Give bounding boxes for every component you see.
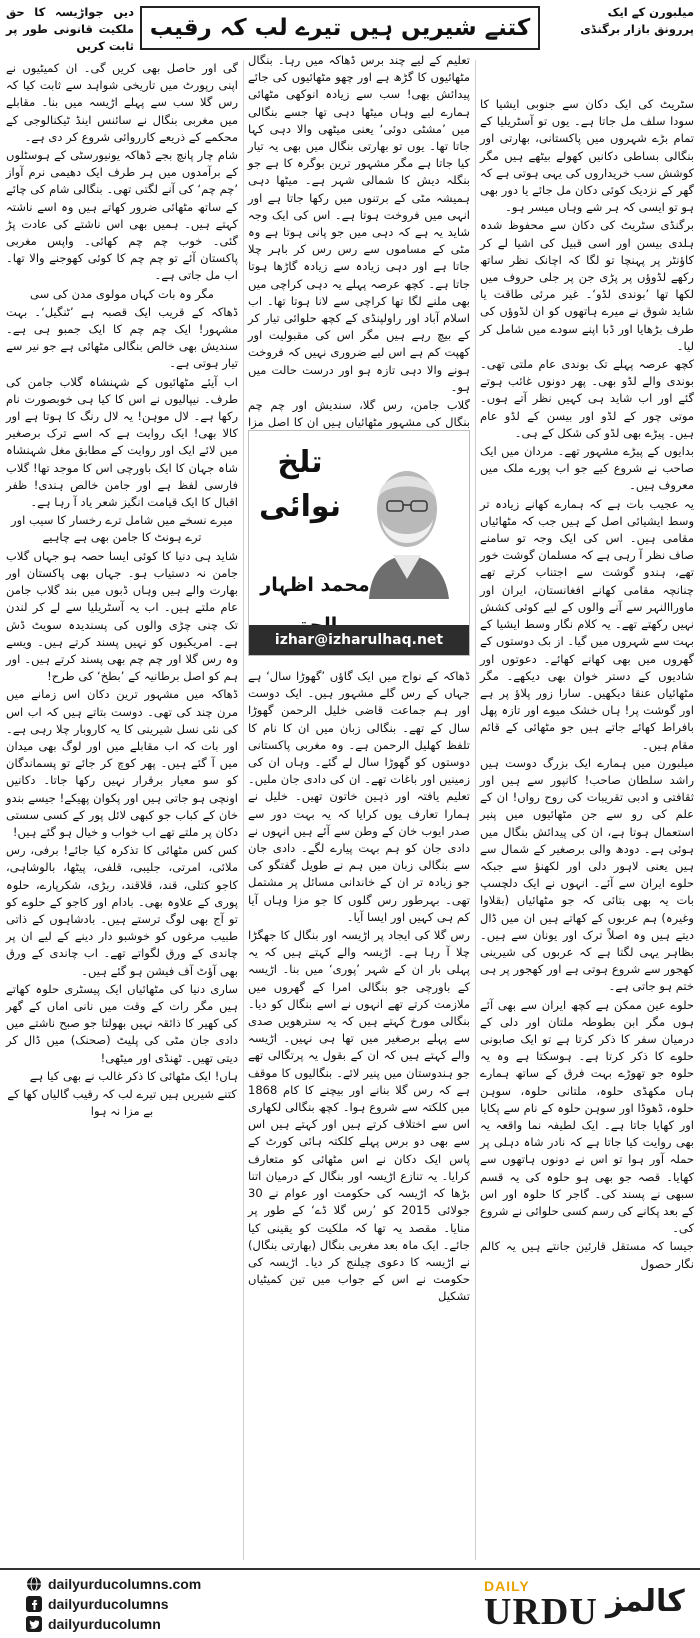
social-links bbox=[26, 1574, 266, 1636]
paragraph: ڈھاکہ کے قریب ایک قصبہ ہے ’ٹنگیل‘۔ بہت مشہور! ایک چم چم کا ایک جمبو ہی ہے۔ سندیش بھی خالص بنگالی مٹھائی ہے جو نیر سے تیار ہوتی ہے۔ bbox=[6, 304, 238, 371]
paragraph: کچھ عرصہ پہلے تک بوندی عام ملتی تھی۔ بوندی والے لڈو بھی۔ پھر دونوں غائب ہوتے گئے اور اب شاید ہی کہیں نظر آتے ہوں۔ موتی چور کے لڈو اور بیسن کے لڈو عام ہیں۔ پیڑے بھی لڈو کی شکل کے ہی۔ bbox=[480, 357, 694, 440]
paragraph: گی اور حاصل بھی کریں گی۔ ان کمیٹیوں نے اپنی رپورٹ میں تاریخی شواہد سے ثابت کیا کہ رس گلا سب سے پہلے اڑیسہ میں بنا۔ مقابلے میں مغربی بنگال نے سائنس اینڈ ٹیکنالوجی کے محکمے کے ذریعے کارروائی شروع کر دی ہے۔ bbox=[6, 61, 238, 144]
facebook-icon bbox=[26, 1596, 42, 1612]
facebook-text: dailyurducolumns bbox=[48, 1596, 169, 1612]
intro-text bbox=[552, 4, 694, 90]
paragraph: ڈھاکہ کے نواح میں ایک گاؤں ’گھوڑا سال‘ ہے جہاں کے رس گلے مشہور ہیں۔ ایک دوست اور ہم جماعت قاضی خلیل الرحمن گھوڑا سال کے تھے۔ بنگالی زبان میں ان کا نام کا تلفظ کھلیل الرحمن ہے۔ وہ مغربی پاکستانی دوستوں کو گھوڑا سال لے گئے۔ وہاں ان کی زمینیں اور باغات تھے۔ ان کی دادی جان ملیں۔ تعلیم یافتہ اور ذہین خاتون تھیں۔ خلیل نے ہمارا تعارف یوں کرایا کہ یہ بہت دور سے صدر ایوب خان کے وطن سے آئے ہیں انہوں نے دادی جان کو ہم بہت پیارے لگے۔ دادی جان سے بنگالی زبان میں ہم نے طویل گفتگو کی جو زیادہ تر ان کے خاندانی مسائل پر مشتمل تھی۔ بہرطور رس گلوں کا جو مزا وہاں آیا کم ہی کہیں اور ایسا آیا۔ bbox=[248, 669, 470, 924]
paragraph: برگنڈی سٹریٹ کی دکان سے محفوظ شدہ ہلدی بیسن اور اسی قبیل کی اشیا لے کر کاؤنٹر پر پہنچا تو لگا کہ اچانک نظر ساتھ رکھے لڈوؤں پر پڑی جن پر جلی حروف میں لکھا تھا ’بوندی لڈو‘۔ غیر مرئی طاقت یا شاید شوق نے میرے ہاتھوں کو ان لڈوؤں کی طرف بڑھایا اور ڈبا اپنے سودے میں شامل کر لیا۔ bbox=[480, 218, 694, 353]
paragraph: میلبورن میں ہمارے ایک بزرگ دوست ہیں راشد سلطان صاحب! کانپور سے ہیں اور ثقافتی و ادبی تقریبات کی روح رواں! ان کے علم کی رو سے جن مٹھائیوں میں پنیر استعمال ہوتا ہے، ان کی پیدائش بنگال میں ہوئی ہے۔ دودھ والی برصغیر کے شمال سے ہیں یعنی لاہور دلی اور لکھنؤ سے جبکہ حلوے ایران سے آئے۔ انہوں نے ایک دلچسپ بات یہ بھی بتائی کہ جو مٹھائیاں (بقلاوا وغیرہ) ہم عربوں کے کھاتے ہیں ان میں ڈال دیتے ہیں وہ اصلاً ترک اور یونان سے ہیں۔ بظاہر یہی لگتا ہے کہ عربوں کی شیرینی کھجور سے شروع ہوتی ہے اور کھجور پر ہی ختم ہو جاتی ہے۔ bbox=[480, 755, 694, 994]
column-title: تلخ نوائی bbox=[259, 445, 341, 524]
paragraph: حلوے عین ممکن ہے کچھ ایران سے بھی آئے ہوں مگر ابن بطوطہ ملتان اور دلی کے درمیان سفر کا ذکر کرتا ہے تو ایک صابونی حلوے کا ذکر کرتا ہے۔ ہوسکتا ہے وہ یہ حلوہ جو تھوڑے بہت فرق کے ساتھ ہمارے ہاں مکھڈی حلوہ، ملتانی حلوہ، سوہن حلوہ، ڈھوڈا اور سوہن حلوہ کے نام سے پکایا اور کھایا جاتا ہے۔ ایک لطیفہ نما واقعہ یہ بھی روایت کیا جاتا ہے کہ نادر شاہ دہلی پر حملہ آور ہوا تو اس نے دونوں ہاتھوں سے کھایا۔ قصہ جو بھی ہو حلوہ کی یہ قسم سبھی نے پسند کی۔ گاجر کا حلوہ اور اس کے بعد پکانے کی رسم کسی حلوائی نے شروع کی۔ bbox=[480, 997, 694, 1236]
twitter-link[interactable] bbox=[26, 1614, 266, 1634]
logo-urdu: URDU bbox=[484, 1591, 598, 1633]
paragraph: ہاں! ایک مٹھائی کا ذکر غالب نے بھی کیا ہے bbox=[29, 1068, 238, 1083]
paragraph: کس کس مٹھائی کا تذکرہ کیا جائے! برفی، رس ملائی، امرتی، جلیبی، قلفی، پیٹھا، بالوشاہی، کاجو کتلی، قند، قلاقند، ربڑی، شکرپارے، حلوہ پوری کے علاوہ بھی۔ بادام اور کاجو کے حلوے کو تو آج بھی لوگ ترستے ہیں۔ بادشاہوں کے ذاتی طبیب مرغوں کو خوشبو دار دینے کے لیے ان پر چاندی کے ورق لگواتے تھے۔ اب چاندی کے ورق بھی آؤٹ آف فیشن ہو گئے ہیں۔ bbox=[6, 843, 238, 978]
intro-line: میلبورن کے ایک bbox=[607, 5, 694, 19]
paragraph: ڈھاکہ میں مشہور ترین دکان اس زمانے میں مرن چند کی تھی۔ دوست بتاتے ہیں کہ اب اس کی نئی نسل شیرینی کا یہ کاروبار چلا رہی ہے۔ اور بات کہ اب مقابلے میں اور لوگ بھی میدان میں آ گئے ہیں۔ پھر کوچ کر جائے تو پسماندگان کو سو معیار برقرار نہیں رکھا جاتا۔ دکانیں اونچی ہو جاتی ہیں اور پکوان پھیکے! جیسے بندو خان کے کباب جو کبھی لائل پور کے کسی سستی دکان پر ملتے تھے اب خواب و خیال ہو گئے ہیں! bbox=[6, 687, 238, 839]
middle-lower-text bbox=[248, 668, 470, 1566]
paragraph: اب آیئے مٹھائیوں کے شہنشاہ گلاب جامن کی طرف۔ نیپالیوں نے اس کا کیا ہی خوبصورت نام رکھا ہے۔ لال موہن! یہ لال رنگ کا ہوتا ہے اور کالا بھی! ایک روایت ہے کہ اسے ترک برصغیر میں لائے ایک اور روایت کے مطابق مغل شہنشاہ شاہ جہان کا ایک باورچی اس کا موجد تھا! گلاب فارسی لفظ ہے اور جامن خالص ہندی! ظفر اقبال کا ایک قیامت انگیز شعر یاد آ رہا ہے۔ bbox=[6, 374, 238, 510]
website-text: dailyurducolumns.com bbox=[48, 1576, 202, 1592]
author-name: محمد اظہار bbox=[260, 574, 370, 596]
twitter-icon bbox=[26, 1616, 42, 1632]
globe-icon bbox=[26, 1576, 42, 1592]
facebook-link[interactable] bbox=[26, 1594, 266, 1614]
website-link[interactable] bbox=[26, 1574, 266, 1594]
paragraph: شاید ہی دنیا کا کوئی ایسا حصہ ہو جہاں گلاب جامن نہ دستیاب ہو۔ جہاں بھی پاکستان اور بھارت والے ہیں وہاں ڈبوں میں بند گلاب جامن عام ملتے ہیں۔ اب یہ آسٹریلیا سے لے کر لندن تک چنی چڑی والوں کی پسندیدہ سویٹ ڈش ہے۔ امریکیوں کو نہیں پسند کرتے ہیں۔ ویسے وہ رس گلا اور چم چم بھی پسند کرتے ہیں۔ اور ہم کو اصل برطانیہ کے ’بطخ‘ کی طرح! bbox=[6, 548, 238, 684]
headline: کتنے شیریں ہیں تیرے لب کہ رقیب bbox=[140, 6, 540, 50]
logo-columns-urdu: کالمز bbox=[606, 1584, 685, 1619]
site-logo[interactable] bbox=[344, 1576, 685, 1636]
paragraph: گلاب جامن، رس گلا، سندیش اور چم چم بنگال کی مشہور مٹھائیاں ہیں ان کا اصل مزا bbox=[248, 398, 470, 430]
paragraph: بدایوں کے پیڑے مشہور تھے۔ مردان میں ایک صاحب نے شروع کیے جو اب پورے ملک میں معروف ہیں۔ bbox=[480, 444, 694, 493]
verse-line: میرے نسخے میں شامل ترے رخسار کا سیب اور ترے ہونٹ کا جامن بھی ہے چاہیے bbox=[11, 513, 233, 545]
twitter-text: dailyurducolumn bbox=[48, 1616, 161, 1632]
verse-line: مگر وہ بات کہاں مولوی مدن کی سی bbox=[30, 286, 214, 301]
paragraph: شام چار پانچ بجے ڈھاکہ یونیورسٹی کے ہوسٹلوں کے برآمدوں میں ہر طرف ایک دھیمی نرم آواز ’چم چم‘ کی آنے لگتی تھی۔ بنگالی شام کی چائے کے ساتھ مٹھائی ضرور کھاتے ہیں وہ اسے ناشتہ کہتے ہیں۔ ہمیں بھی اس ناشتے کی عادت پڑ گئی۔ خوب چم چم کھائی۔ واپس مغربی پاکستان آئے تو چم چم کا کوئی کھوجنے والا تھا۔ اب مل جاتی ہے۔ bbox=[6, 148, 238, 283]
column-divider bbox=[243, 60, 244, 1560]
verse-line: کتنے شیریں ہیں تیرے لب کہ رقیب گالیاں کھا کے بے مزا نہ ہوا bbox=[7, 1086, 237, 1119]
column-divider bbox=[475, 60, 476, 1560]
paragraph: یہ عجیب بات ہے کہ ہمارے کھانے زیادہ تر وسط ایشیائی اصل کے ہیں جب کہ مٹھائیاں مقامی ہیں۔ اس کی ایک وجہ تو سامنے صاف نظر آ رہی ہے کہ مسلمان گوشت خور تھے، ہندو گوشت سے اجتناب کرتے تھے چنانچہ مقامی کھانے افغانستان، ایران اور ماوراالنہر سے آنے والوں کے لیے کوئی کشش نہیں رکھتے تھے۔ یہ کلام نگار وسط ایشیا کے بہت سے شہروں میں گیا۔ از بک دوستوں کے گھروں میں بھی کھانے کھائے۔ دعوتوں اور شادیوں کے دستر خوان بھی دیکھے۔ مگر مٹھائیاں عنقا دیکھیں۔ سارا زور پلاؤ پر ہے اور گوشت پر! ہاں خشک میوے اور تازہ پھل بافراط کھائے جاتے ہیں جو مٹھائی کے قائم مقام ہیں۔ bbox=[480, 496, 694, 752]
paragraph: رس گلا کی ایجاد پر اڑیسہ اور بنگال کا جھگڑا چلا آ رہا ہے۔ اڑیسہ والے کہتے ہیں کہ یہ پہلی بار ان کے شہر ’پوری‘ میں بنا۔ اڑیسہ کے باورچی جو بنگالی امرا کے گھروں میں ملازمت کرتے تھے انہوں نے اسے بنگال کو دیا۔ بنگالی مورخ کہتے ہیں کہ یہ سترھویں صدی سے پہلے برصغیر میں تھا ہی نہیں۔ اڑیسہ والے کہتے ہیں کہ ان کے بقول یہ پرتگالی تھے جو ہندوستان میں پنیر لائے۔ بنگالیوں کا موقف ہے کہ رس گلا بنانے اور بیچنے کا کام 1868 میں کلکتہ سے شروع ہوا۔ کچھ بنگالی لکھاری اس سے اختلاف کرتے ہیں اور کہتے ہیں اس سے بھی دو برس پہلے کلکتہ ہائی کورٹ کے پاس ایک دکان نے اس مٹھائی کو متعارف کرایا۔ یہ تنازع اڑیسہ اور بنگال کے درمیان اتنا بڑھا کہ اڑیسہ کی حکومت اور عوام نے 30 جولائی 2015 کو ’رس گلا ڈے‘ کے طور پر منایا۔ مقصد یہ تھا کہ ملکیت کو یقینی کیا جائے۔ ایک ماہ بعد مغربی بنگال (بھارتی بنگال) نے اڑیسہ کا دعوی چیلنج کر دیا۔ اڑیسہ کی حکومت نے اس کے جواب میں تین کمیٹیاں تشکیل bbox=[248, 928, 470, 1304]
logo-daily: DAILY bbox=[484, 1578, 530, 1594]
column-banner bbox=[248, 430, 470, 656]
article-column-left bbox=[6, 60, 238, 1566]
paragraph: سٹریٹ کی ایک دکان سے جنوبی ایشیا کا سودا سلف مل جاتا ہے۔ یوں تو آسٹریلیا کے تمام بڑے شہروں میں پاکستانی، بھارتی اور بنگالی بساطی دکانیں کھولے بیٹھے ہیں مگر کوشش سب خریداروں کی یہی ہوتی ہے کہ گھر کے نزدیک کوئی دکان مل جائے یا دور بھی ہو تو ایسی کہ ہر شے وہاں میسر ہو۔ bbox=[480, 97, 694, 215]
article-column-middle bbox=[248, 52, 470, 1566]
intro-line: پررونق بازار برگنڈی bbox=[580, 22, 694, 36]
footer-bar bbox=[0, 1568, 700, 1638]
paragraph: تعلیم کے لیے چند برس ڈھاکہ میں رہا۔ بنگال مٹھائیوں کا گڑھ ہے اور چھو مٹھائیوں کی جائے پیدائش بھی! سب سے زیادہ انوکھی مٹھائی ہمارے لیے وہاں میٹھا دہی تھا جسے بنگالی میں ’مشٹی دوئی‘ یعنی میٹھی والا دہی کہا جاتا تھا۔ یوں تو بھارتی بنگال میں بھی یہ تیار کیا جاتا ہے مگر مشہور ترین بوگرہ کا ہے جو بنگلہ دیش کا شمالی شہر ہے۔ میٹھا دہی ہمیشہ مٹی کے برتنوں میں رکھا جاتا ہے اور انہی میں فروخت ہوتا ہے۔ اس کی ایک وجہ شاید یہ ہے کہ دہی میں جو پانی ہوتا ہے وہ مٹی کے مساموں سے رس رس کر باہر چلا جاتا ہے اور دہی زیادہ سے زیادہ گاڑھا ہوتا جاتا ہے۔ کچھ عرصہ پہلے یہ دہی کراچی میں بھی ملنے لگا تھا کراچی سے لانا ہوتا تھا۔ اب اسلام آباد اور راولپنڈی کے کچھ حلوائی تیار کر کے بیچ رہے ہیں مگر اس کی مقبولیت اور کھپت کم ہے اس لیے ضروری نہیں کہ فروخت ہونے والا دہی تازہ ہو اور درست حالت میں ہو۔ bbox=[248, 53, 470, 394]
column-continuation-snippet: دیں جواڑیسہ کا حق ملکیت قانونی طور پر ثابت کریں bbox=[6, 5, 134, 53]
middle-upper-text bbox=[248, 52, 470, 430]
paragraph: جیسا کہ مستقل قارئین جانتے ہیں یہ کالم نگار حصول bbox=[480, 1239, 694, 1271]
article-column-right bbox=[480, 96, 694, 1566]
author-email[interactable]: izhar@izharulhaq.net bbox=[249, 625, 469, 655]
paragraph: ساری دنیا کی مٹھائیاں ایک پیسٹری حلوہ کھاتے ہیں مگر رات کے وقت میں نانی اماں کے گھر کی کھیر کا ذائقہ نہیں بھولتا جو صبح ناشتے میں دادی جان مٹی کی پلیٹ (صحنک) میں ڈال کر دیتی تھیں۔ ٹھنڈی اور میٹھی! bbox=[6, 981, 238, 1065]
